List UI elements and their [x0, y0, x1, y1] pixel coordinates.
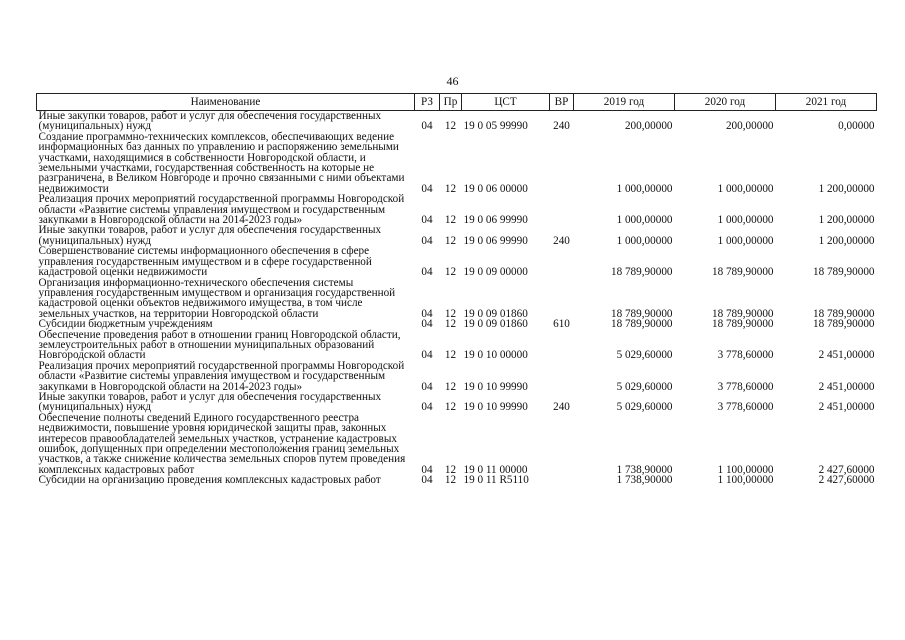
row-pr: 12: [444, 182, 457, 195]
table-row: [37, 225, 877, 246]
row-vr: [550, 194, 574, 225]
row-2020: 3 778,60000: [717, 349, 774, 362]
row-vr: [550, 361, 574, 392]
row-pr: 12: [444, 307, 457, 320]
row-2021: 2 427,60000: [818, 474, 875, 487]
row-2020: 1 000,00000: [717, 214, 774, 227]
row-rz: 04: [421, 182, 433, 195]
row-vr: [550, 330, 574, 361]
row-rz: 04: [421, 318, 433, 331]
budget-table: [36, 93, 877, 486]
header-2020: 2020 год: [675, 94, 776, 111]
table-row: [37, 111, 877, 132]
table-row: [37, 330, 877, 361]
row-vr: 240: [553, 120, 570, 133]
row-vr: 240: [553, 234, 570, 247]
row-rz: 04: [421, 474, 433, 487]
row-2020: 18 789,90000: [711, 266, 774, 279]
row-2020: 3 778,60000: [717, 380, 774, 393]
row-cst: 19 0 05 99990: [463, 120, 528, 133]
row-pr: 12: [444, 401, 457, 414]
row-2019: 18 789,90000: [610, 307, 673, 320]
row-name: Субсидии на организацию проведения комплексных кадастровых работ: [38, 474, 381, 487]
row-pr: 12: [444, 474, 457, 487]
header-name: Наименование: [37, 94, 415, 111]
row-rz: 04: [421, 307, 433, 320]
row-cst: 19 0 06 99990: [463, 234, 528, 247]
table-header-row: [37, 94, 877, 111]
row-2020: 1 100,00000: [717, 463, 774, 476]
row-cst: 19 0 09 01860: [463, 307, 528, 320]
row-rz: 04: [421, 120, 433, 133]
row-rz: 04: [421, 401, 433, 414]
row-pr: 12: [444, 214, 457, 227]
row-name: Организация информационно-технического обеспечения системы управления государственным имуществом и организация государственной кадастровой оценки объектов недвижимого имущества, в том числе земельных участков, на территории Новгородской области: [38, 276, 396, 320]
row-cst: 19 0 06 00000: [463, 182, 528, 195]
row-2021: 0,00000: [838, 120, 875, 133]
row-name: Реализация прочих мероприятий государственной программы Новгородской области «Развитие системы управления имуществом и государственным закупками в Новгородской области на 2014-2023 годы»: [38, 359, 405, 393]
row-cst: 19 0 11 R5110: [463, 474, 529, 487]
row-rz: 04: [421, 266, 433, 279]
row-2019: 1 000,00000: [616, 182, 673, 195]
row-rz: 04: [421, 380, 433, 393]
row-2019: 1 000,00000: [616, 234, 673, 247]
row-vr: 610: [553, 318, 570, 331]
row-vr: [550, 278, 574, 320]
row-2019: 5 029,60000: [616, 380, 673, 393]
row-cst: 19 0 06 99990: [463, 214, 528, 227]
row-2021: 1 200,00000: [818, 234, 875, 247]
table-row: [37, 132, 877, 194]
row-vr: [550, 132, 574, 194]
table-row: [37, 319, 877, 329]
table-row: [37, 361, 877, 392]
row-2020: 1 000,00000: [717, 182, 774, 195]
row-2019: 5 029,60000: [616, 349, 673, 362]
row-2021: 18 789,90000: [812, 318, 875, 331]
row-2020: 200,00000: [725, 120, 774, 133]
row-2019: 1 738,90000: [616, 474, 673, 487]
page-number: 46: [446, 74, 459, 88]
row-2020: 1 000,00000: [717, 234, 774, 247]
row-vr: 240: [553, 401, 570, 414]
row-2021: 1 200,00000: [818, 214, 875, 227]
row-2019: 1 000,00000: [616, 214, 673, 227]
header-cst: ЦСТ: [462, 94, 550, 111]
row-name: Иные закупки товаров, работ и услуг для обеспечения государственных (муниципальных) нужд: [38, 110, 382, 133]
row-cst: 19 0 10 99990: [463, 401, 528, 414]
row-name: Совершенствование системы информационного обеспечения в сфере управления государственным имуществом и в сфере государственной кадастровой оценки недвижимости: [38, 245, 372, 279]
row-2021: 18 789,90000: [812, 266, 875, 279]
table-row: [37, 475, 877, 485]
row-2021: 2 451,00000: [818, 401, 875, 414]
row-vr: [550, 246, 574, 277]
row-pr: 12: [444, 349, 457, 362]
table-row: [37, 278, 877, 320]
row-cst: 19 0 10 99990: [463, 380, 528, 393]
table-row: [37, 413, 877, 475]
row-cst: 19 0 10 00000: [463, 349, 528, 362]
row-name: Реализация прочих мероприятий государственной программы Новгородской области «Развитие системы управления имуществом и государственным закупками в Новгородской области на 2014-2023 годы»: [38, 193, 405, 227]
row-2019: 1 738,90000: [616, 463, 673, 476]
row-vr: [550, 475, 574, 485]
row-2019: 18 789,90000: [610, 266, 673, 279]
row-2019: 5 029,60000: [616, 401, 673, 414]
header-2021: 2021 год: [776, 94, 877, 111]
row-name: Иные закупки товаров, работ и услуг для обеспечения государственных (муниципальных) нужд: [38, 390, 382, 414]
row-name: Субсидии бюджетным учреждениям: [38, 318, 213, 331]
header-rz: РЗ: [415, 94, 440, 111]
row-2019: 200,00000: [624, 120, 673, 133]
row-name: Обеспечение проведения работ в отношении границ Новгородской области, землеустроительных работ в отношении муниципальных образований Новгородской области: [38, 328, 401, 362]
row-2019: 18 789,90000: [610, 318, 673, 331]
row-cst: 19 0 09 01860: [463, 318, 528, 331]
row-pr: 12: [444, 380, 457, 393]
row-rz: 04: [421, 214, 433, 227]
row-2021: 1 200,00000: [818, 182, 875, 195]
table-row: [37, 194, 877, 225]
row-2021: 18 789,90000: [812, 307, 875, 320]
table-row: [37, 392, 877, 413]
header-vr: ВР: [550, 94, 574, 111]
row-cst: 19 0 09 00000: [463, 266, 528, 279]
row-rz: 04: [421, 463, 433, 476]
row-vr: [550, 413, 574, 475]
header-2019: 2019 год: [574, 94, 675, 111]
row-pr: 12: [444, 266, 457, 279]
row-2020: 18 789,90000: [711, 307, 774, 320]
row-2020: 1 100,00000: [717, 474, 774, 487]
row-pr: 12: [444, 234, 457, 247]
row-2021: 2 427,60000: [818, 463, 875, 476]
table-row: [37, 246, 877, 277]
row-pr: 12: [444, 463, 457, 476]
row-2020: 18 789,90000: [711, 318, 774, 331]
row-2021: 2 451,00000: [818, 380, 875, 393]
row-name: Обеспечение полноты сведений Единого государственного реестра недвижимости, повышение уровня юридической защиты прав, законных интересов правообладателей земельных участков, устранение кадастровых ошибок, допущенных при определении местоположения границ земельных участков, а также снижение количества земельных споров путем проведения комплексных кадастровых работ: [38, 411, 406, 476]
row-pr: 12: [444, 318, 457, 331]
row-2020: 3 778,60000: [717, 401, 774, 414]
row-cst: 19 0 11 00000: [463, 463, 528, 476]
header-pr: Пр: [440, 94, 462, 111]
row-rz: 04: [421, 349, 433, 362]
row-pr: 12: [444, 120, 457, 133]
row-name: Иные закупки товаров, работ и услуг для обеспечения государственных (муниципальных) нужд: [38, 224, 382, 247]
row-rz: 04: [421, 234, 433, 247]
row-name: Создание программно-технических комплексов, обеспечивающих ведение информационных баз данных по управлению и распоряжению земельными участками, находящимися в собственности Новгородской области, и земельными участками, государственная собственность на которые не разграничена, в Великом Новгороде и прочно связанными с ними объектами недвижимости: [38, 130, 405, 195]
row-2021: 2 451,00000: [818, 349, 875, 362]
